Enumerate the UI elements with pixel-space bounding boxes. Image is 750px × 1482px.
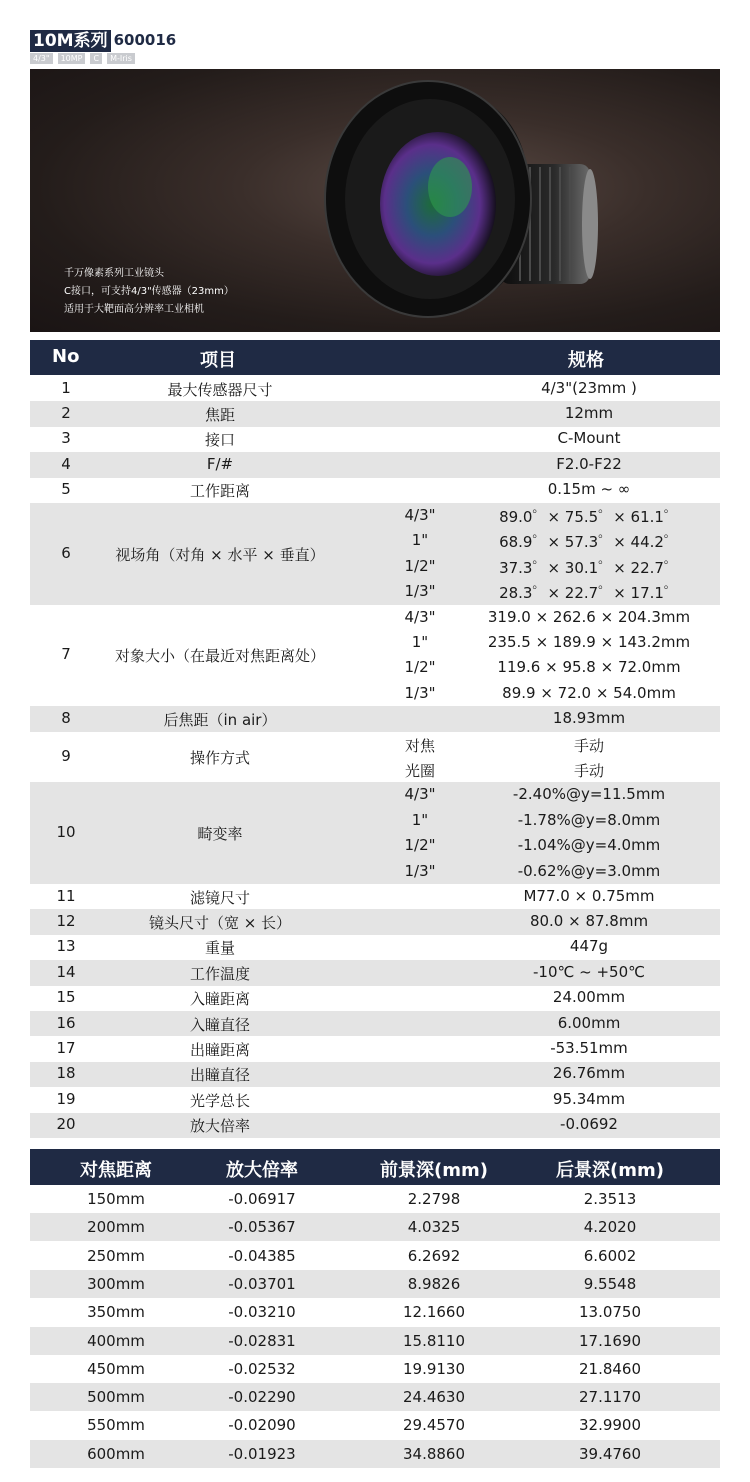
spec-item: F/# [206, 454, 234, 473]
spec-row [30, 376, 720, 401]
header-front-dof: 前景深(mm) [380, 1160, 488, 1181]
front-dof: 34.8860 [402, 1444, 466, 1463]
spec-value: 18.93mm [552, 708, 626, 727]
focus-distance: 200mm [87, 1218, 145, 1237]
front-dof: 6.2692 [407, 1246, 461, 1265]
front-dof: 2.2798 [407, 1190, 461, 1208]
model-code: 600016 [113, 31, 177, 49]
focus-distance: 550mm [87, 1416, 145, 1435]
spec-item: 重量 [204, 939, 235, 958]
banner-line: 适用于大靶面高分辨率工业相机 [64, 304, 204, 315]
spec-value: 0.15m ~ ∞ [547, 480, 631, 499]
spec-value: 68.9゜× 57.3゜× 44.2゜ [499, 533, 679, 552]
focus-distance: 150mm [87, 1190, 145, 1208]
magnification: -0.02831 [228, 1331, 296, 1350]
spec-value: 319.0 × 262.6 × 204.3mm [487, 607, 691, 626]
spec-sub: 4/3" [404, 506, 436, 524]
focus-distance: 250mm [87, 1246, 145, 1265]
spec-value: -53.51mm [550, 1039, 628, 1058]
spec-row [30, 605, 720, 707]
front-dof: 4.0325 [407, 1218, 461, 1237]
spec-row [30, 986, 720, 1011]
magnification: -0.03701 [228, 1274, 296, 1293]
product-header [30, 30, 176, 52]
spec-value: 手动 [573, 761, 604, 780]
spec-sub: 4/3" [404, 785, 436, 804]
spec-value: 24.00mm [552, 988, 626, 1007]
spec-row [30, 960, 720, 985]
front-dof: 24.4630 [402, 1388, 466, 1407]
spec-value: 37.3゜× 30.1゜× 22.7゜ [499, 558, 679, 577]
spec-no: 14 [56, 962, 76, 981]
spec-no: 2 [61, 404, 71, 423]
header-focus-distance: 对焦距离 [80, 1160, 152, 1181]
focus-row [30, 1440, 720, 1468]
spec-sub: 1/3" [404, 582, 436, 601]
header-no: No [52, 346, 80, 367]
spec-no: 3 [61, 429, 71, 448]
banner-line: 千万像素系列工业镜头 [64, 268, 164, 279]
rear-dof: 21.8460 [578, 1359, 642, 1378]
spec-item: 放大倍率 [189, 1117, 250, 1136]
spec-no: 1 [61, 378, 71, 397]
magnification: -0.02090 [228, 1416, 296, 1435]
spec-item: 工作温度 [189, 964, 250, 983]
spec-item: 接口 [204, 431, 235, 450]
magnification: -0.04385 [228, 1246, 296, 1265]
focus-row [30, 1327, 720, 1355]
spec-value: -1.78%@y=8.0mm [517, 810, 661, 829]
tag: 10MP [58, 53, 86, 64]
spec-sub: 1" [411, 810, 429, 829]
spec-item: 镜头尺寸（宽 × 长） [148, 914, 292, 933]
spec-no: 17 [56, 1039, 76, 1058]
spec-no: 4 [61, 454, 71, 473]
spec-no: 16 [56, 1013, 76, 1032]
spec-value: 95.34mm [552, 1089, 626, 1108]
focus-distance: 500mm [87, 1388, 145, 1407]
spec-sub: 4/3" [404, 607, 436, 626]
spec-item: 后焦距（in air） [163, 710, 277, 729]
spec-value: -10℃ ~ +50℃ [533, 962, 645, 981]
focus-distance: 300mm [87, 1274, 145, 1293]
spec-item: 入瞳距离 [189, 990, 250, 1009]
spec-row [30, 427, 720, 452]
focus-distance: 450mm [87, 1359, 145, 1378]
spec-value: 119.6 × 95.8 × 72.0mm [497, 658, 681, 677]
spec-item: 对象大小（在最近对焦距离处） [114, 647, 325, 666]
spec-item: 最大传感器尺寸 [167, 380, 273, 399]
focus-row [30, 1270, 720, 1298]
magnification: -0.02290 [228, 1388, 296, 1407]
focus-row [30, 1213, 720, 1241]
spec-no: 19 [56, 1089, 76, 1108]
spec-no: 15 [56, 988, 76, 1007]
spec-no: 18 [56, 1064, 76, 1083]
spec-row [30, 1062, 720, 1087]
focus-table-header [30, 1149, 720, 1185]
rear-dof: 39.4760 [578, 1444, 642, 1463]
spec-row [30, 909, 720, 934]
spec-item: 工作距离 [189, 482, 250, 501]
front-dof: 8.9826 [407, 1274, 461, 1293]
front-dof: 19.9130 [402, 1359, 466, 1378]
spec-row [30, 503, 720, 605]
header-spec: 规格 [568, 350, 604, 371]
spec-no: 12 [56, 912, 76, 931]
spec-sub: 1/3" [404, 861, 436, 880]
spec-row [30, 732, 720, 783]
tag: 4/3" [30, 53, 53, 64]
spec-no: 20 [56, 1115, 76, 1134]
rear-dof: 13.0750 [578, 1303, 642, 1322]
rear-dof: 4.2020 [583, 1218, 637, 1237]
rear-dof: 27.1170 [578, 1388, 642, 1407]
spec-value: 手动 [573, 736, 604, 755]
focus-row [30, 1411, 720, 1439]
spec-sub: 1/3" [404, 683, 436, 702]
spec-sub: 1/2" [404, 836, 436, 855]
front-dof: 29.4570 [402, 1416, 466, 1435]
tag: C [90, 53, 102, 64]
spec-value: 28.3゜× 22.7゜× 17.1゜ [499, 584, 679, 603]
front-dof: 12.1660 [402, 1303, 466, 1322]
spec-value: 80.0 × 87.8mm [529, 912, 649, 931]
spec-item: 出瞳直径 [189, 1066, 250, 1085]
spec-no: 5 [61, 480, 71, 499]
spec-value: 89.9 × 72.0 × 54.0mm [502, 683, 676, 702]
spec-item: 操作方式 [189, 748, 250, 767]
spec-table-header [30, 340, 720, 375]
spec-value: 12mm [564, 404, 614, 423]
spec-sub: 光圈 [404, 761, 435, 780]
tag: M-Iris [107, 53, 135, 64]
spec-value: -2.40%@y=11.5mm [512, 785, 666, 804]
spec-no: 8 [61, 708, 71, 727]
spec-value: -1.04%@y=4.0mm [517, 836, 661, 855]
magnification: -0.01923 [228, 1444, 296, 1463]
focus-distance: 350mm [87, 1303, 145, 1322]
rear-dof: 6.6002 [583, 1246, 637, 1265]
focus-row [30, 1383, 720, 1411]
spec-value: 26.76mm [552, 1064, 626, 1083]
spec-item: 入瞳直径 [189, 1015, 250, 1034]
spec-value: 447g [569, 937, 609, 956]
spec-row [30, 452, 720, 477]
spec-value: C-Mount [557, 429, 621, 448]
banner-line: C接口，可支持4/3"传感器（23mm） [64, 286, 234, 297]
spec-value: F2.0-F22 [556, 454, 622, 473]
spec-sub: 1/2" [404, 556, 436, 575]
spec-row [30, 935, 720, 960]
spec-item: 滤镜尺寸 [189, 888, 250, 907]
spec-row [30, 478, 720, 503]
product-banner [30, 69, 720, 332]
spec-sub: 对焦 [404, 736, 435, 755]
spec-item: 畸变率 [197, 825, 243, 844]
spec-value: 235.5 × 189.9 × 143.2mm [487, 632, 691, 651]
spec-row [30, 401, 720, 426]
spec-value: 6.00mm [557, 1013, 621, 1032]
spec-no: 9 [61, 746, 71, 765]
spec-row [30, 1113, 720, 1138]
spec-row [30, 1011, 720, 1036]
focus-row [30, 1185, 720, 1213]
front-dof: 15.8110 [402, 1331, 466, 1350]
spec-no: 13 [56, 937, 76, 956]
spec-row [30, 884, 720, 909]
spec-row [30, 1087, 720, 1112]
spec-no: 10 [56, 823, 76, 842]
spec-no: 6 [61, 543, 71, 562]
spec-sub: 1" [411, 531, 429, 550]
spec-row [30, 706, 720, 731]
spec-no: 7 [61, 645, 71, 664]
spec-value: 89.0゜× 75.5゜× 61.1゜ [499, 508, 679, 526]
spec-sub: 1/2" [404, 658, 436, 677]
rear-dof: 17.1690 [578, 1331, 642, 1350]
spec-row [30, 1036, 720, 1061]
header-magnification: 放大倍率 [226, 1160, 298, 1181]
focus-distance: 600mm [87, 1444, 145, 1463]
header-item: 项目 [200, 350, 236, 371]
spec-no: 11 [56, 886, 76, 905]
spec-row [30, 782, 720, 884]
spec-item: 光学总长 [189, 1091, 250, 1110]
spec-value: M77.0 × 0.75mm [523, 886, 655, 905]
focus-row [30, 1298, 720, 1326]
spec-sub: 1" [411, 632, 429, 651]
tag-list [30, 53, 135, 64]
spec-item: 焦距 [204, 406, 235, 425]
rear-dof: 2.3513 [583, 1190, 637, 1208]
spec-item: 视场角（对角 × 水平 × 垂直） [115, 545, 325, 564]
spec-value: -0.62%@y=3.0mm [517, 861, 661, 880]
rear-dof: 9.5548 [583, 1274, 637, 1293]
magnification: -0.05367 [228, 1218, 296, 1237]
series-badge: 10M系列 [30, 30, 111, 52]
header-rear-dof: 后景深(mm) [556, 1160, 664, 1181]
focus-row [30, 1242, 720, 1270]
magnification: -0.02532 [228, 1359, 296, 1378]
magnification: -0.03210 [228, 1303, 296, 1322]
rear-dof: 32.9900 [578, 1416, 642, 1435]
focus-row [30, 1355, 720, 1383]
spec-item: 出瞳距离 [189, 1041, 250, 1060]
focus-distance: 400mm [87, 1331, 145, 1350]
magnification: -0.06917 [228, 1190, 296, 1208]
spec-value: 4/3"(23mm ) [541, 378, 637, 397]
spec-value: -0.0692 [560, 1115, 618, 1134]
